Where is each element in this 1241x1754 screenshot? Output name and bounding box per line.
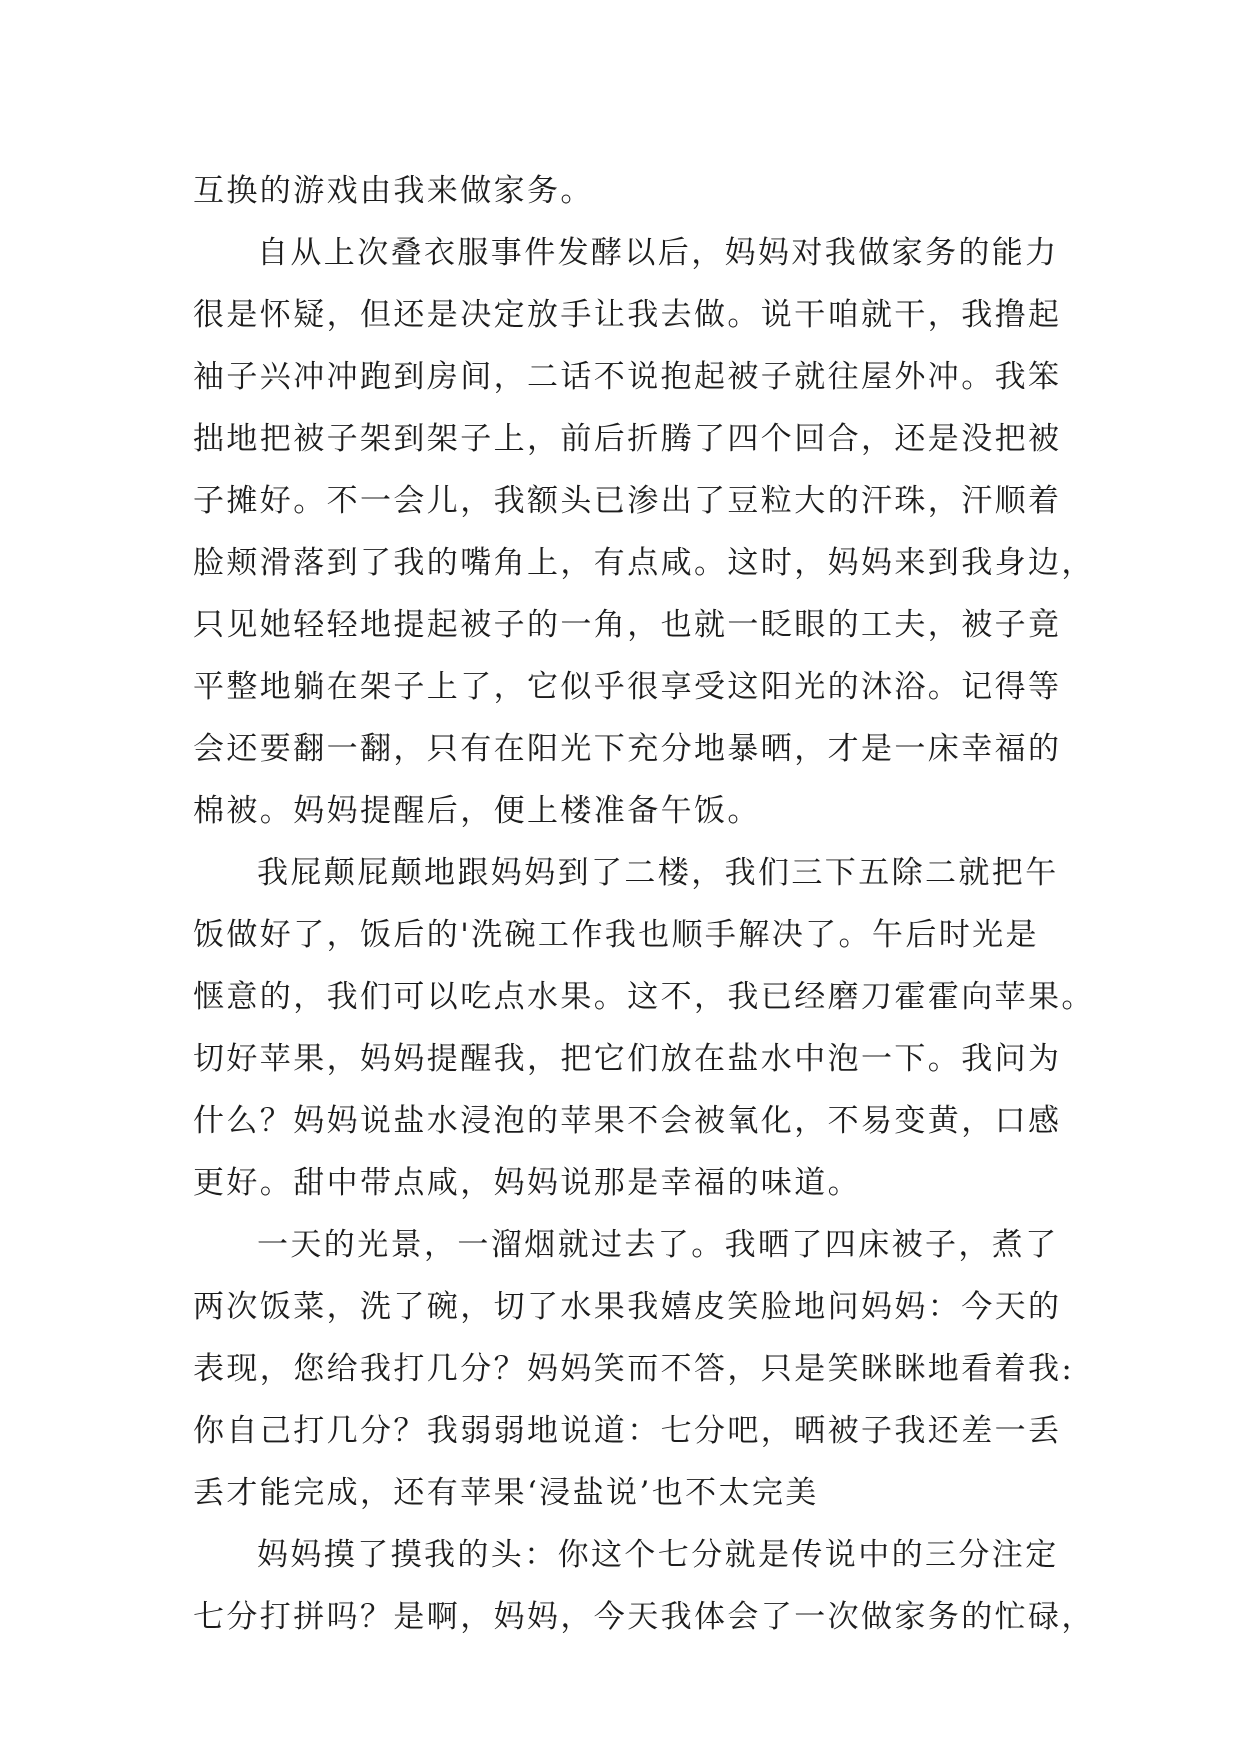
text-line: 你自己打几分？我弱弱地说道：七分吧，晒被子我还差一丢 [193, 1413, 1062, 1449]
paragraph-start-line: 妈妈摸了摸我的头：你这个七分就是传说中的三分注定 [257, 1537, 1059, 1573]
text-line: 拙地把被子架到架子上，前后折腾了四个回合，还是没把被 [193, 421, 1062, 457]
text-line: 七分打拼吗？是啊，妈妈，今天我体会了一次做家务的忙碌， [193, 1599, 1095, 1635]
text-line: 袖子兴冲冲跑到房间，二话不说抱起被子就往屋外冲。我笨 [193, 359, 1062, 395]
text-line: 脸颊滑落到了我的嘴角上，有点咸。这时，妈妈来到我身边， [193, 545, 1095, 581]
paragraph-start-line: 自从上次叠衣服事件发酵以后，妈妈对我做家务的能力 [257, 235, 1059, 271]
text-line: 会还要翻一翻，只有在阳光下充分地暴晒，才是一床幸福的 [193, 731, 1062, 767]
text-line: 两次饭菜，洗了碗，切了水果我嬉皮笑脸地问妈妈：今天的 [193, 1289, 1062, 1325]
text-line: 棉被。妈妈提醒后，便上楼准备午饭。 [193, 793, 761, 829]
text-line: 切好苹果，妈妈提醒我，把它们放在盐水中泡一下。我问为 [193, 1041, 1062, 1077]
text-line: 互换的游戏由我来做家务。 [193, 173, 594, 209]
text-line: 惬意的，我们可以吃点水果。这不，我已经磨刀霍霍向苹果。 [193, 979, 1095, 1015]
body-text [193, 160, 1095, 1648]
text-line: 子摊好。不一会儿，我额头已渗出了豆粒大的汗珠，汗顺着 [193, 483, 1062, 519]
text-line: 更好。甜中带点咸，妈妈说那是幸福的味道。 [193, 1165, 861, 1201]
text-line: 只见她轻轻地提起被子的一角，也就一眨眼的工夫，被子竟 [193, 607, 1062, 643]
text-line: 什么？妈妈说盐水浸泡的苹果不会被氧化，不易变黄，口感 [193, 1103, 1062, 1139]
text-line: 很是怀疑，但还是决定放手让我去做。说干咱就干，我撸起 [193, 297, 1062, 333]
paragraph-start-line: 我屁颠屁颠地跟妈妈到了二楼，我们三下五除二就把午 [257, 855, 1059, 891]
text-line: 表现，您给我打几分？妈妈笑而不答，只是笑眯眯地看着我: [193, 1351, 1075, 1387]
paragraph-start-line: 一天的光景，一溜烟就过去了。我晒了四床被子，煮了 [257, 1227, 1059, 1263]
text-line: 平整地躺在架子上了，它似乎很享受这阳光的沐浴。记得等 [193, 669, 1062, 705]
text-line: 饭做好了，饭后的'洗碗工作我也顺手解决了。午后时光是 [193, 917, 1039, 953]
text-line: 丢才能完成，还有苹果‘浸盐说’也不太完美 [193, 1475, 819, 1511]
